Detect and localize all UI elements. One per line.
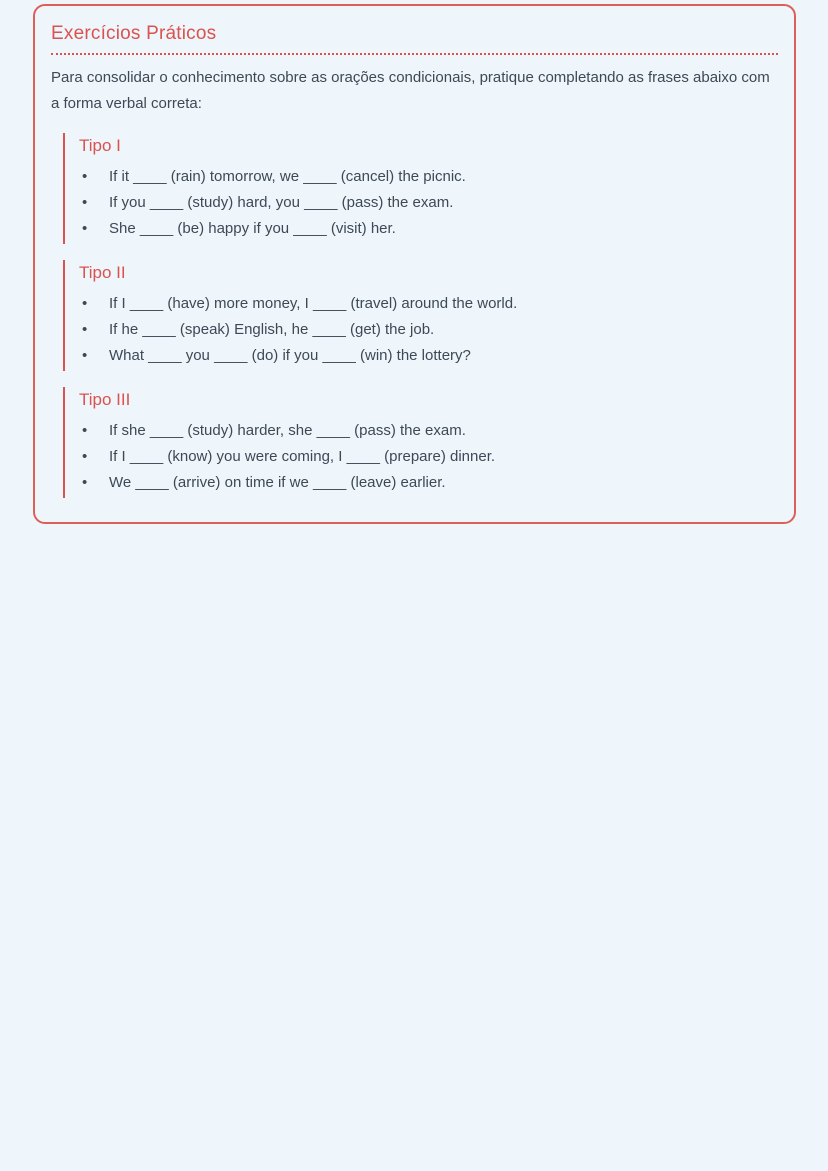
exercise-item: • If he ____ (speak) English, he ____ (get) the job.	[79, 317, 778, 343]
exercise-list-tipo-2	[79, 291, 778, 369]
exercise-item: • She ____ (be) happy if you ____ (visit) her.	[79, 216, 778, 242]
exercise-item: • What ____ you ____ (do) if you ____ (win) the lottery?	[79, 343, 778, 369]
exercise-item: • If you ____ (study) hard, you ____ (pass) the exam.	[79, 190, 778, 216]
section-tipo-3-heading: Tipo III	[79, 389, 131, 409]
section-tipo-2-heading: Tipo II	[79, 262, 126, 282]
exercise-item: • If it ____ (rain) tomorrow, we ____ (cancel) the picnic.	[79, 164, 778, 190]
exercise-item: • If I ____ (know) you were coming, I ____ (prepare) dinner.	[79, 444, 778, 470]
exercise-item: • If she ____ (study) harder, she ____ (pass) the exam.	[79, 418, 778, 444]
section-tipo-1	[63, 133, 778, 244]
exercise-list-tipo-1	[79, 164, 778, 242]
intro-text: Para consolidar o conhecimento sobre as orações condicionais, pratique completando as frases abaixo com a forma verbal correta:	[51, 68, 770, 112]
section-tipo-1-heading: Tipo I	[79, 135, 121, 155]
exercise-list-tipo-3	[79, 418, 778, 496]
section-tipo-3	[63, 387, 778, 498]
section-tipo-2	[63, 260, 778, 371]
card-title: Exercícios Práticos	[51, 23, 778, 55]
exercise-item: • We ____ (arrive) on time if we ____ (leave) earlier.	[79, 470, 778, 496]
exercises-card	[33, 4, 796, 524]
exercise-item: • If I ____ (have) more money, I ____ (travel) around the world.	[79, 291, 778, 317]
